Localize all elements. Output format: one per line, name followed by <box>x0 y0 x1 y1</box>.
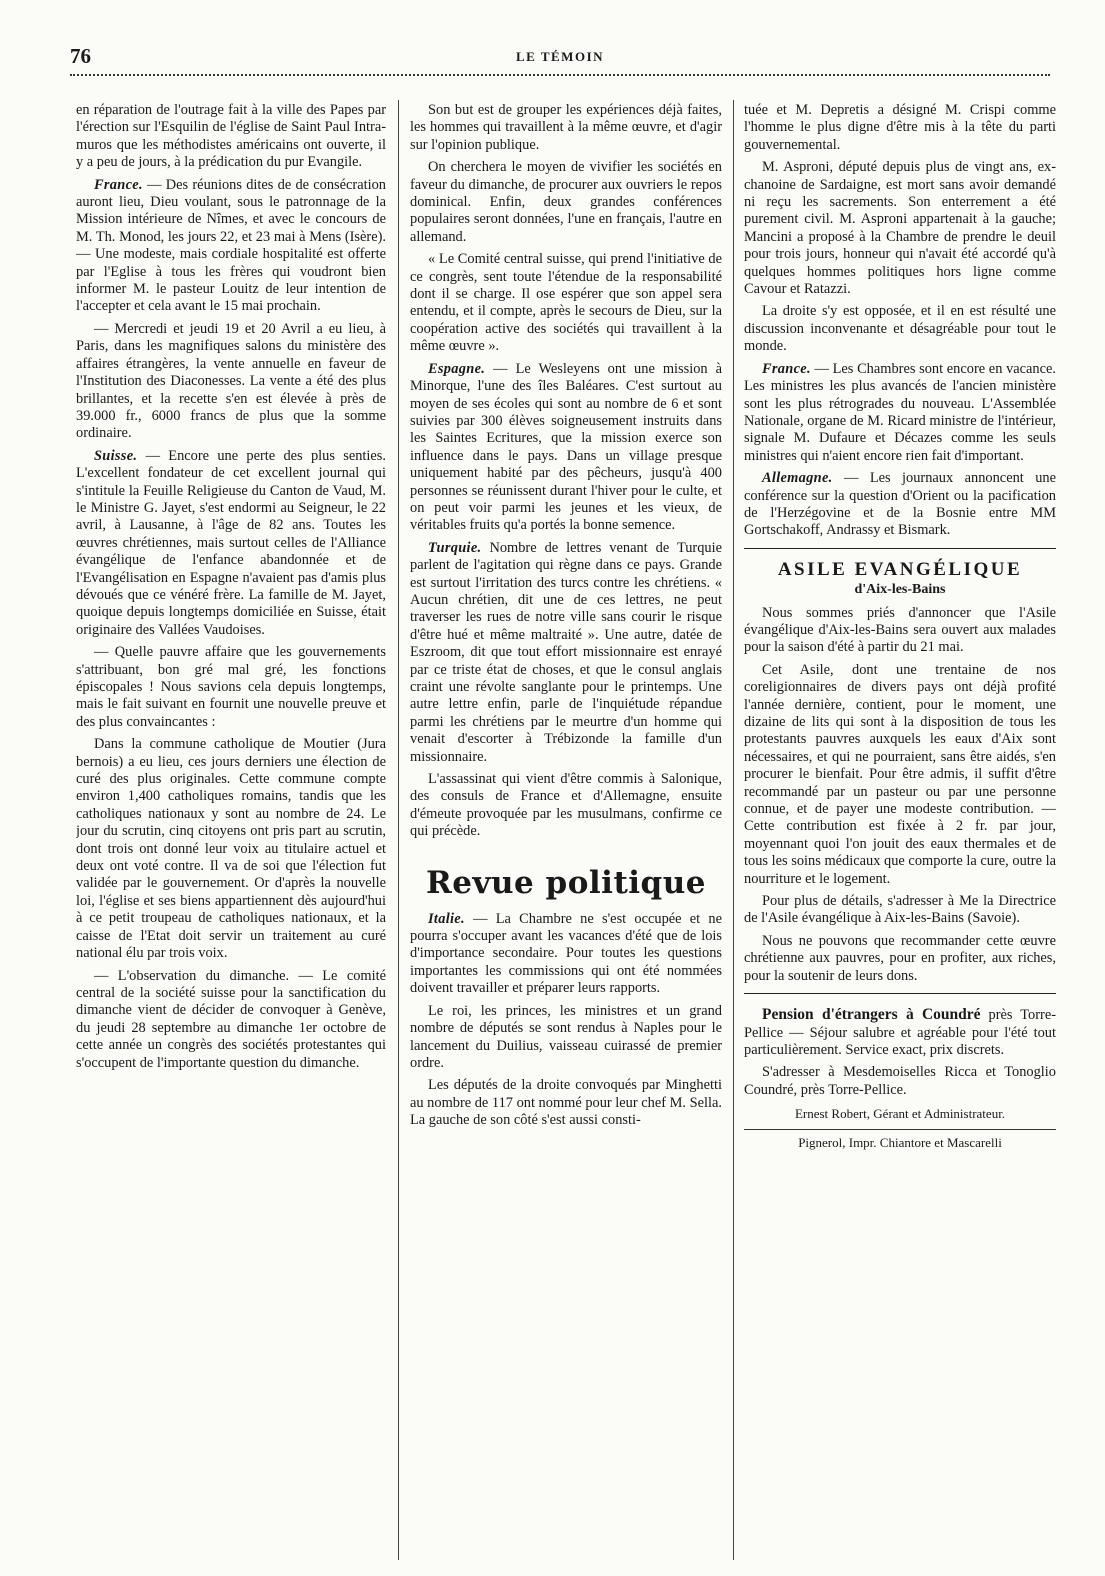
paragraph-text: Nombre de lettres venant de Turquie parlent de l'agitation qui règne dans ce pays. Grande est surtout l'irritation des turcs contre les chrétiens. « Aucun chrétien, dit une de ces lettres, ne peut traverser les rues de notre ville sans courir le risque d'être hué et même maltraité ». Une autre, datée de Eszroom, dit que tout effort missionnaire est enrayé par ce triste état de choses, et que le consul anglais craint une révolte sanglante pour le printemps. Une autre lettre enfin, parle de l'inquiétude répandue parmi les chrétiens par le meurtre d'un homme qui venait d'escorter à Trébizonde la famille d'un missionnaire. <box>410 539 722 765</box>
paragraph: Son but est de grouper les expériences déjà faites, les hommes qui travaillent à la même œuvre, et d'agir sur l'opinion publique. <box>410 102 722 153</box>
paragraph-italie <box>410 911 722 998</box>
paragraph: — Quelle pauvre affaire que les gouvernements s'attribuant, bon gré mal gré, les fonctions épiscopales ! Nous savions cela depuis longtemps, mais le fait suivant en fournit une nouvelle preuve et des plus convaincantes : <box>76 644 386 730</box>
paragraph: « Le Comité central suisse, qui prend l'initiative de ce congrès, sent toute l'étendue de la responsabilité dont il se charge. Il ose espérer que son appel sera entendu, et il compte, après le secours de Dieu, sur la coopération active des sociétés qui travaillent à la même œuvre ». <box>410 251 722 355</box>
paragraph: Dans la commune catholique de Moutier (Jura bernois) a eu lieu, ces jours derniers une élection de curé des plus originales. Cette commune compte environ 1,400 catholiques romains, tandis que les catholiques nationaux y sont au nombre de 24. Le jour du scrutin, cinq citoyens ont pris part au scrutin, dont trois ont donné leur voix au titulaire actuel et deux ont voté contre. Il va de soi que l'élection fut validée par le gouvernement. Or d'après la nouvelle loi, l'église et ses biens appartiennent dès aujourd'hui à ce petit troupeau de catholiques nationaux, et la caisse de l'Etat doit servir un traitement au curé national élu par trois voix. <box>76 736 386 962</box>
paragraph-espagne <box>410 361 722 535</box>
country-label: Italie. <box>428 910 465 927</box>
country-label: Suisse. <box>94 447 138 464</box>
paragraph: — Mercredi et jeudi 19 et 20 Avril a eu lieu, à Paris, dans les magnifiques salons du ministère des affaires étrangères, la vente annuelle en faveur de l'Institution des Diaconesses. La vente a été des plus brillantes, et la recette s'en est élevée à près de 39.000 fr., 6000 francs de plus que la somme ordinaire. <box>76 320 386 442</box>
column-divider <box>733 100 734 1560</box>
paragraph-text: — La Chambre ne s'est occupée et ne pourra s'occuper avant les vacances d'été que de lois d'importance secondaire. Pour toutes les questions importantes les commissions qui ont été nommées doivent travailler et préparer leurs rapports. <box>410 910 722 997</box>
section-rule <box>744 548 1056 549</box>
paragraph: L'assassinat qui vient d'être commis à Salonique, des consuls de France et d'Allemagne, ensuite d'émeute provoquée par les musulmans, confirme ce qui précède. <box>410 771 722 840</box>
section-title: Revue politique <box>426 864 706 901</box>
header-rule <box>70 74 1050 76</box>
paragraph-france <box>744 361 1056 465</box>
pension-address: S'adresser à Mesdemoiselles Ricca et Tonoglio Coundré, près Torre-Pellice. <box>744 1064 1056 1098</box>
country-label: Turquie. <box>428 539 482 556</box>
column-2 <box>410 102 722 1560</box>
paragraph-text: — Des réunions dites de de consécration auront lieu, Dieu voulant, sous le patronnage de la Mission intérieure de Nîmes, et avec le concours de M. Th. Monod, les jours 22, et 23 mai à Mens (Isère). — Une modeste, mais cordiale hospitalité est offerte par l'Eglise à tous les frères qui voudront bien informer M. le pasteur Louitz de leur intention de l'accepter et cela avant le 15 mai prochain. <box>76 176 386 315</box>
column-1 <box>76 102 386 1560</box>
paragraph: On cherchera le moyen de vivifier les sociétés en faveur du dimanche, de procurer aux ouvriers le repos dominical. Enfin, deux grandes conférences populaires seront données, l'une en français, l'autre en allemand. <box>410 159 722 245</box>
paragraph-text: — Le Wesleyens ont une mission à Minorque, l'une des îles Baléares. C'est surtout au moyen de ses écoles qui sont au nombre de 6 et sont suivies par 300 élèves soigneusement instruits dans les Saintes Ecritures, que la mission exerce son influence dans le pays. Dans un village presque uniquement habité par des pêcheurs, jusqu'à 400 personnes se réunissent durant l'hiver pour le culte, et on peut voir parmi les jeunes et les vieux, de véritables fruits qu'a portés la bonne semence. <box>410 360 722 534</box>
paragraph-text: — Les Chambres sont encore en vacance. Les ministres les plus avancés de l'ancien ministère sont les plus rétrogrades du nouveau. L'Assemblée Nationale, organe de M. Ricard ministre de l'intérieur, signale M. Dufaure et Décazes comme les seuls ministres qui n'aient encore rien fait d'important. <box>744 360 1056 464</box>
paragraph-text: — Encore une perte des plus senties. L'excellent fondateur de cet excellent journal qui s'intitule la Feuille Religieuse du Canton de Vaud, M. le Ministre G. Jayet, s'est endormi au Seigneur, le 22 avril, à Lausanne, à l'âge de 82 ans. Toutes les œuvres chrétiennes, mais surtout celles de l'Alliance évangélique de l'enfance abandonnée et de l'Evangélisation en Espagne n'avaient pas d'amis plus dévoués que ce vénéré frère. La famille de M. Jayet, quoique depuis longtemps domiciliée en Suisse, était originaire des Vallées Vaudoises. <box>76 447 386 638</box>
pension-text: près Torre-Pellice — Séjour salubre et agréable pour l'été tout particulièrement. Service exact, prix discrets. <box>744 1007 1056 1058</box>
paragraph-france <box>76 177 386 316</box>
asile-title: ASILE EVANGÉLIQUE <box>777 558 1023 580</box>
pension-advert <box>744 1006 1056 1059</box>
page-header <box>70 44 1050 68</box>
paragraph-suisse <box>76 448 386 639</box>
paragraph: Le roi, les princes, les ministres et un grand nombre de députés se sont rendus à Naples pour le lancement du Duilius, vaisseau cuirassé de premier ordre. <box>410 1002 722 1071</box>
paragraph: M. Asproni, député depuis plus de vingt ans, ex-chanoine de Sardaigne, est mort sans avoir demandé ni reçu les sacrements. Son enterrement a été purement civil. M. Asproni appartenait à la gauche; Mancini a proposé à la Chambre de prendre le deuil pour trois jours, honneur qui n'avait été accordé qu'à quelques hommes politiques hors ligne comme Cavour et Ratazzi. <box>744 159 1056 298</box>
country-label: France. <box>762 360 811 377</box>
country-label: Allemagne. <box>762 470 833 487</box>
paragraph: Pour plus de détails, s'adresser à Me la Directrice de l'Asile évangélique à Aix-les-Bains (Savoie). <box>744 893 1056 927</box>
paragraph: Les députés de la droite convoqués par Minghetti au nombre de 117 ont nommé pour leur chef M. Sella. La gauche de son côté s'est aussi consti- <box>410 1077 722 1129</box>
paragraph: La droite s'y est opposée, et il en est résulté une discussion inconvenante et désagréable pour tout le monde. <box>744 303 1056 355</box>
paragraph: tuée et M. Depretis a désigné M. Crispi comme l'homme le plus digne d'être mis à la tête du parti gouvernemental. <box>744 102 1056 153</box>
paragraph-turquie <box>410 540 722 766</box>
page-number: 76 <box>70 44 91 68</box>
paragraph: Nous sommes priés d'annoncer que l'Asile évangélique d'Aix-les-Bains sera ouvert aux malades pour la saison d'été à partir du 21 mai. <box>744 604 1056 656</box>
column-divider <box>398 100 399 1560</box>
paragraph-text: — Les journaux annoncent une conférence sur la question d'Orient ou la pacification de l'Herzégovine et de la Bosnie entre MM Gortschakoff, Andrassy et Bismark. <box>744 470 1056 539</box>
asile-subtitle: d'Aix-les-Bains <box>854 582 946 598</box>
section-rule <box>744 993 1056 994</box>
paragraph: Cet Asile, dont une trentaine de nos coreligionnaires de divers pays ont déjà profité l'année dernière, contient, pour le moment, une dizaine de lits qui sont à la disposition de tous les protestants pauvres auxquels les eaux d'Aix sont nécessaires, et qui ne pourraient, sans être aidés, s'en procurer le bienfait. Pour être admis, il suffit d'être recommandé par un pasteur ou par une personne connue, et de payer une modeste contribution. — Cette contribution est fixée à 2 fr. par jour, moyennant quoi l'on jouit des eaux thermales et de tous les soins médicaux que comporte la cure, outre la nourriture et le logement. <box>744 661 1056 887</box>
paragraph: — L'observation du dimanche. — Le comité central de la société suisse pour la sanctification du dimanche vient de décider de convoquer à Genève, du jeudi 28 septembre au dimanche 1er octobre de cette année un congrès des sociétés protestantes qui s'occupent de l'importante question du dimanche. <box>76 967 386 1071</box>
column-3 <box>744 102 1056 1560</box>
journal-title: LE TÉMOIN <box>515 49 605 64</box>
paragraph: en réparation de l'outrage fait à la ville des Papes par l'érection sur l'Esquilin de l'église de Saint Paul Intra-muros que les méthodistes américains ont ouverte, il y a peu de jours, à la prédication du pur Evangile. <box>76 102 386 171</box>
paragraph: Nous ne pouvons que recommander cette œuvre chrétienne aux pauvres, pour en profiter, aux riches, pour la soutenir de leurs dons. <box>744 932 1056 984</box>
paragraph-allemagne <box>744 470 1056 540</box>
country-label: France. <box>94 176 143 193</box>
country-label: Espagne. <box>428 360 486 377</box>
gerant-line: Ernest Robert, Gérant et Administrateur. <box>794 1106 1006 1122</box>
imprimeur-line: Pignerol, Impr. Chiantore et Mascarelli <box>744 1129 1056 1151</box>
pension-title: Pension d'étrangers à Coundré <box>762 1006 981 1024</box>
